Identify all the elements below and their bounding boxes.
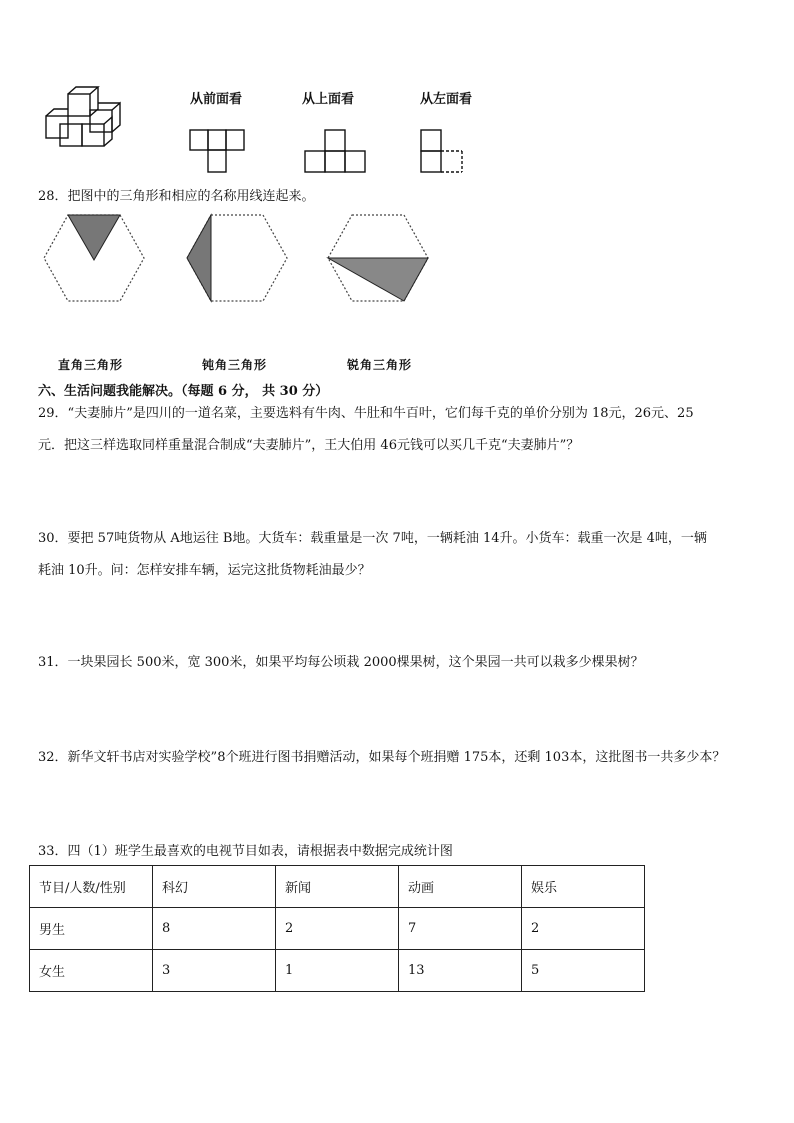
table-cell: 2 [276, 908, 399, 950]
tv-preference-table [29, 865, 645, 992]
hexagon-right-triangle-figure [43, 214, 145, 302]
question-29-line1: 29．“夫妻肺片”是四川的一道名菜，主要选料有牛肉、牛肚和牛百叶，它们每千克的单价分别为 18元，26元、25 [38, 406, 694, 421]
table-header-cell: 科幻 [153, 866, 276, 908]
table-cell: 3 [153, 950, 276, 992]
section-6-title: 六、生活问题我能解决。（每题 6 分， 共 30 分） [38, 384, 329, 399]
question-29-line2: 元．把这三样选取同样重量混合制成“夫妻肺片”，王大伯用 46元钱可以买几千克“夫妻肺片”？ [38, 438, 580, 453]
left-view-drawing [420, 129, 466, 175]
question-28: 28．把图中的三角形和相应的名称用线连起来。 [38, 189, 315, 204]
table-header-cell: 新闻 [276, 866, 399, 908]
top-view-label: 从上面看 [302, 92, 355, 107]
question-30-line1: 30．要把 57吨货物从 A地运往 B地。大货车：载重量是一次 7吨，一辆耗油 14升。小货车：载重一次是 4吨，一辆 [38, 531, 707, 546]
table-header-cell: 节目/人数/性别 [30, 866, 153, 908]
front-view-drawing [189, 129, 245, 175]
table-cell: 男生 [30, 908, 153, 950]
table-cell: 13 [399, 950, 522, 992]
table-cell: 7 [399, 908, 522, 950]
table-cell: 女生 [30, 950, 153, 992]
top-view-drawing [304, 129, 366, 175]
question-31: 31．一块果园长 500米，宽 300米，如果平均每公顷栽 2000棵果树，这个果园一共可以栽多少棵果树？ [38, 655, 644, 670]
question-32: 32．新华文轩书店对实验学校”8个班进行图书捐赠活动，如果每个班捐赠 175本，还剩 103本，这批图书一共多少本？ [38, 750, 726, 765]
cube-stack-figure [40, 86, 130, 156]
triangle-name-acute: 锐角三角形 [347, 358, 413, 372]
question-33: 33．四（1）班学生最喜欢的电视节目如表，请根据表中数据完成统计图 [38, 844, 453, 859]
table-header-cell: 娱乐 [522, 866, 645, 908]
table-cell: 1 [276, 950, 399, 992]
table-header-row [30, 866, 645, 908]
hexagon-acute-triangle-figure [327, 214, 429, 302]
hexagon-obtuse-triangle-figure [186, 214, 288, 302]
question-30-line2: 耗油 10升。问：怎样安排车辆，运完这批货物耗油最少？ [38, 563, 371, 578]
table-cell: 8 [153, 908, 276, 950]
table-row [30, 908, 645, 950]
table-row [30, 950, 645, 992]
triangle-name-obtuse: 钝角三角形 [202, 358, 268, 372]
triangle-name-right: 直角三角形 [58, 358, 124, 372]
table-header-cell: 动画 [399, 866, 522, 908]
left-view-label: 从左面看 [420, 92, 473, 107]
table-cell: 2 [522, 908, 645, 950]
table-cell: 5 [522, 950, 645, 992]
front-view-label: 从前面看 [190, 92, 243, 107]
